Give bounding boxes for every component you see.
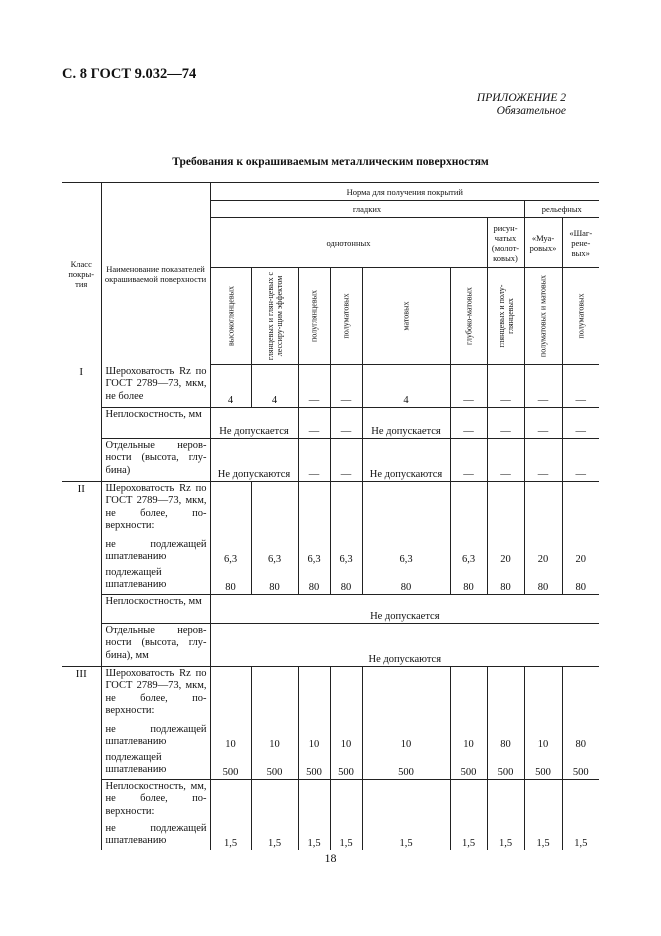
- empty-cell: [562, 481, 599, 538]
- empty-cell: [251, 481, 298, 538]
- empty-cell: [524, 481, 562, 538]
- table-row: [62, 822, 599, 850]
- subheader-cell: [524, 268, 562, 365]
- class-cell: III: [62, 666, 101, 850]
- value-cell: Не допускается: [210, 407, 298, 438]
- value-cell: —: [524, 407, 562, 438]
- value-cell: 6,3: [251, 538, 298, 566]
- empty-cell: [330, 779, 362, 822]
- value-cell: —: [298, 365, 330, 408]
- norm-header: Норма для получения покрытий: [210, 183, 599, 201]
- table-row: [62, 365, 599, 408]
- value-cell: Не допускаются: [362, 438, 450, 481]
- table-row: [62, 623, 599, 666]
- value-cell: 10: [362, 723, 450, 751]
- empty-cell: [487, 666, 524, 723]
- subheader-matte: матовых: [401, 301, 411, 331]
- empty-cell: [450, 779, 487, 822]
- subheader-shagrene: полуматовых: [576, 293, 586, 339]
- value-cell: —: [562, 407, 599, 438]
- value-cell: 80: [487, 566, 524, 595]
- appendix-status: Обязательное: [496, 105, 566, 117]
- appendix-label: [477, 92, 566, 118]
- empty-cell: [450, 666, 487, 723]
- subheader-moire: полуматовых и матовых: [538, 274, 548, 358]
- subheader-gloss: глянцевых и глян-цевых с лессиру-щим эффектом: [265, 271, 284, 361]
- unevenness-label: Отдельные неров-ности (высота, глу-бина), мм: [101, 623, 210, 666]
- subheader-cell: [362, 268, 450, 365]
- value-cell: Не допускаются: [210, 623, 599, 666]
- shagrene-header: «Шаг-рене-вых»: [562, 218, 599, 268]
- empty-cell: [362, 666, 450, 723]
- value-cell: 20: [487, 538, 524, 566]
- unevenness-label: Отдельные неров-ности (высота, глу-бина): [101, 438, 210, 481]
- value-cell: —: [330, 438, 362, 481]
- subheader-high-gloss: высокоглянцевых: [226, 286, 235, 346]
- value-cell: —: [450, 407, 487, 438]
- flatness-label: Неплоскостность, мм: [101, 407, 210, 438]
- empty-cell: [251, 666, 298, 723]
- empty-cell: [210, 481, 251, 538]
- page-header: С. 8 ГОСТ 9.032—74: [62, 66, 197, 82]
- subheader-deep-matte: глубоко-матовых: [464, 287, 473, 345]
- roughness-label: Шероховатость Rz по ГОСТ 2789—73, мкм, не более, по-верхности:: [101, 666, 210, 723]
- table-row: [62, 538, 599, 566]
- empty-cell: [450, 481, 487, 538]
- value-cell: 10: [251, 723, 298, 751]
- value-cell: 6,3: [362, 538, 450, 566]
- value-cell: 10: [298, 723, 330, 751]
- value-cell: —: [487, 365, 524, 408]
- value-cell: 80: [251, 566, 298, 595]
- value-cell: 500: [487, 751, 524, 780]
- empty-cell: [251, 779, 298, 822]
- value-cell: —: [562, 365, 599, 408]
- value-cell: 10: [524, 723, 562, 751]
- flatness-label: Неплоскостность, мм, не более, по-верхности:: [101, 779, 210, 822]
- value-cell: 80: [450, 566, 487, 595]
- empty-cell: [298, 481, 330, 538]
- table-row: [62, 481, 599, 538]
- table-row: [62, 751, 599, 780]
- empty-cell: [562, 779, 599, 822]
- value-cell: —: [450, 365, 487, 408]
- moire-header: «Муа-ровых»: [524, 218, 562, 268]
- empty-cell: [487, 481, 524, 538]
- subheader-cell: [487, 268, 524, 365]
- table-row: [62, 566, 599, 595]
- value-cell: 1,5: [330, 822, 362, 850]
- subheader-semi-matte: полуматовых: [341, 293, 351, 339]
- subheader-cell: [298, 268, 330, 365]
- empty-cell: [298, 779, 330, 822]
- value-cell: 1,5: [298, 822, 330, 850]
- name-column-header: Наименование показателей окрашиваемой поверхности: [101, 183, 210, 365]
- value-cell: —: [487, 438, 524, 481]
- value-cell: —: [487, 407, 524, 438]
- value-cell: 4: [210, 365, 251, 408]
- subheader-semi-gloss: полуглянцевых: [309, 290, 319, 342]
- value-cell: 10: [450, 723, 487, 751]
- value-cell: 80: [562, 723, 599, 751]
- roughness-label: Шероховатость Rz по ГОСТ 2789—73, мкм, не более, по-верхности:: [101, 481, 210, 538]
- value-cell: 4: [251, 365, 298, 408]
- value-cell: 500: [450, 751, 487, 780]
- value-cell: 1,5: [251, 822, 298, 850]
- value-cell: 80: [298, 566, 330, 595]
- table-row: [62, 438, 599, 481]
- value-cell: 500: [298, 751, 330, 780]
- value-cell: —: [330, 407, 362, 438]
- empty-cell: [210, 666, 251, 723]
- value-cell: 80: [362, 566, 450, 595]
- value-cell: 80: [524, 566, 562, 595]
- empty-cell: [524, 666, 562, 723]
- subheader-cell: [210, 268, 251, 365]
- requirements-table: [62, 182, 599, 850]
- value-cell: 10: [330, 723, 362, 751]
- value-cell: Не допускается: [362, 407, 450, 438]
- value-cell: —: [298, 438, 330, 481]
- class-cell: II: [62, 481, 101, 666]
- appendix-title: ПРИЛОЖЕНИЕ 2: [476, 92, 566, 104]
- empty-cell: [524, 779, 562, 822]
- empty-cell: [298, 666, 330, 723]
- empty-cell: [210, 779, 251, 822]
- page-number: 18: [324, 851, 337, 865]
- smooth-header: гладких: [210, 201, 524, 218]
- subheader-cell: [330, 268, 362, 365]
- value-cell: 80: [210, 566, 251, 595]
- puttied-label: подлежащей шпатлеванию: [101, 566, 210, 595]
- value-cell: 6,3: [450, 538, 487, 566]
- relief-header: рельефных: [524, 201, 599, 218]
- value-cell: 6,3: [210, 538, 251, 566]
- subheader-cell: [562, 268, 599, 365]
- class-cell: I: [79, 365, 84, 378]
- value-cell: —: [298, 407, 330, 438]
- value-cell: —: [524, 365, 562, 408]
- table-row: [62, 779, 599, 822]
- value-cell: 4: [362, 365, 450, 408]
- empty-cell: [362, 481, 450, 538]
- value-cell: 1,5: [487, 822, 524, 850]
- puttied-label: подлежащей шпатлеванию: [101, 751, 210, 780]
- value-cell: 500: [251, 751, 298, 780]
- value-cell: 1,5: [524, 822, 562, 850]
- value-cell: 80: [562, 566, 599, 595]
- value-cell: 500: [210, 751, 251, 780]
- empty-cell: [487, 779, 524, 822]
- value-cell: 6,3: [298, 538, 330, 566]
- table-row: [62, 594, 599, 623]
- value-cell: 80: [330, 566, 362, 595]
- value-cell: —: [524, 438, 562, 481]
- value-cell: 20: [562, 538, 599, 566]
- empty-cell: [562, 666, 599, 723]
- monotone-header: однотонных: [210, 218, 487, 268]
- not-puttied-label: не подлежащей шпатлеванию: [101, 822, 210, 850]
- value-cell: 500: [562, 751, 599, 780]
- value-cell: 20: [524, 538, 562, 566]
- table-row: [62, 666, 599, 723]
- value-cell: —: [562, 438, 599, 481]
- value-cell: 1,5: [562, 822, 599, 850]
- table-row: [62, 407, 599, 438]
- value-cell: Не допускается: [210, 594, 599, 623]
- value-cell: Не допускаются: [210, 438, 298, 481]
- value-cell: —: [330, 365, 362, 408]
- roughness-label: Шероховатость Rz по ГОСТ 2789—73, мкм, не более: [101, 365, 210, 408]
- subheader-cell: [251, 268, 298, 365]
- subheader-pattern-gloss: глянцевых и полу-глянцевых: [496, 284, 515, 348]
- flatness-label: Неплоскостность, мм: [101, 594, 210, 623]
- table-title: Требования к окрашиваемым металлическим поверхностям: [172, 156, 489, 168]
- class-column-header: Класс покры-тия: [62, 183, 101, 365]
- empty-cell: [362, 779, 450, 822]
- patterned-header: рисун-чатых (молот-ковых): [487, 218, 524, 268]
- value-cell: 80: [487, 723, 524, 751]
- value-cell: 1,5: [210, 822, 251, 850]
- value-cell: 6,3: [330, 538, 362, 566]
- value-cell: —: [450, 438, 487, 481]
- value-cell: 500: [524, 751, 562, 780]
- subheader-cell: [450, 268, 487, 365]
- empty-cell: [330, 666, 362, 723]
- table-row: [62, 723, 599, 751]
- not-puttied-label: не подлежащей шпатлеванию: [101, 723, 210, 751]
- not-puttied-label: не подлежащей шпатлеванию: [101, 538, 210, 566]
- empty-cell: [330, 481, 362, 538]
- value-cell: 500: [362, 751, 450, 780]
- value-cell: 1,5: [450, 822, 487, 850]
- value-cell: 500: [330, 751, 362, 780]
- value-cell: 10: [210, 723, 251, 751]
- value-cell: 1,5: [362, 822, 450, 850]
